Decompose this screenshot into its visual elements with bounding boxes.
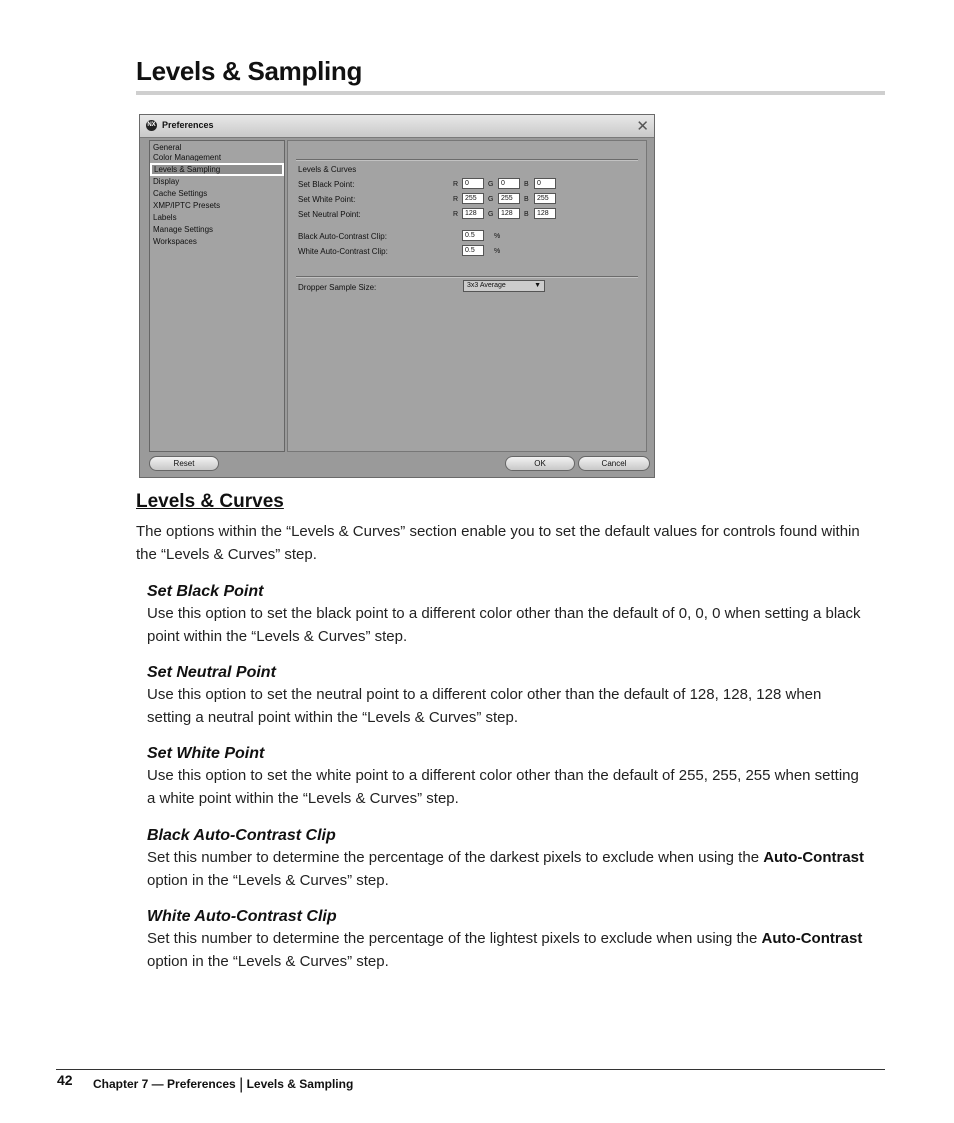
white-clip-label: White Auto-Contrast Clip: xyxy=(298,247,388,256)
neutral-point-b-field[interactable]: 128 xyxy=(534,208,556,219)
set-black-point-text: Use this option to set the black point to a different color other than the default of 0, 0, 0 when setting a black point within the “Levels & Curves” step. xyxy=(147,605,861,645)
reset-button[interactable]: Reset xyxy=(149,456,219,471)
sidebar-item-manage-settings[interactable]: Manage Settings xyxy=(153,225,214,234)
channel-b-label: B xyxy=(524,196,529,203)
set-white-point-text: Use this option to set the white point to a different color other than the default of 255, 255, 255 when setting a white point within the “Levels & Curves” step. xyxy=(147,767,859,807)
page-title: Levels & Sampling xyxy=(136,56,363,86)
white-clip-heading: White Auto-Contrast Clip xyxy=(147,908,337,925)
black-point-r-field[interactable]: 0 xyxy=(462,178,484,189)
title-rule xyxy=(136,91,885,95)
sidebar-item-display[interactable]: Display xyxy=(153,177,180,186)
channel-r-label: R xyxy=(453,181,459,188)
black-point-label: Set Black Point: xyxy=(298,180,355,189)
preferences-sidebar xyxy=(149,140,285,452)
white-point-label: Set White Point: xyxy=(298,195,356,204)
intro-paragraph: The options within the “Levels & Curves” section enable you to set the default values for controls found within the “Levels & Curves” step. xyxy=(136,523,860,563)
dropper-size-select[interactable] xyxy=(463,280,545,292)
section-divider xyxy=(296,276,638,278)
neutral-point-label: Set Neutral Point: xyxy=(298,210,361,219)
black-clip-label: Black Auto-Contrast Clip: xyxy=(298,232,387,241)
app-logo-icon: NX xyxy=(146,120,157,131)
dropper-size-value: 3x3 Average xyxy=(467,282,506,289)
neutral-point-r-field[interactable]: 128 xyxy=(462,208,484,219)
channel-r-label: R xyxy=(453,196,459,203)
close-icon[interactable]: ✕ xyxy=(636,118,649,135)
sidebar-item-workspaces[interactable]: Workspaces xyxy=(153,237,197,246)
sidebar-item-color-management[interactable]: Color Management xyxy=(153,153,222,161)
white-clip-field[interactable]: 0.5 xyxy=(462,245,484,256)
white-clip-text: Set this number to determine the percentage of the lightest pixels to exclude when using the Auto-Contrast option in the “Levels & Curves” step. xyxy=(147,930,863,970)
neutral-point-g-field[interactable]: 128 xyxy=(498,208,520,219)
white-point-g-field[interactable]: 255 xyxy=(498,193,520,204)
white-point-b-field[interactable]: 255 xyxy=(534,193,556,204)
dialog-title: Preferences xyxy=(162,120,214,130)
section-divider xyxy=(296,159,638,161)
black-clip-text: Set this number to determine the percentage of the darkest pixels to exclude when using the Auto-Contrast option in the “Levels & Curves” step. xyxy=(147,849,865,889)
dropdown-arrow-icon: ▼ xyxy=(534,282,541,289)
footer-running-head: Chapter 7 — Preferences | Levels & Sampling xyxy=(93,1076,354,1093)
cancel-button[interactable]: Cancel xyxy=(578,456,650,471)
black-point-b-field[interactable]: 0 xyxy=(534,178,556,189)
sidebar-item-levels-sampling[interactable]: Levels & Sampling xyxy=(150,163,284,176)
channel-g-label: G xyxy=(488,181,494,188)
footer-rule xyxy=(56,1069,885,1070)
preferences-dialog xyxy=(139,114,655,478)
dropper-size-label: Dropper Sample Size: xyxy=(298,283,377,292)
page-number: 42 xyxy=(57,1072,73,1088)
set-black-point-heading: Set Black Point xyxy=(147,583,264,600)
ok-button[interactable]: OK xyxy=(505,456,575,471)
sidebar-item-xmp-iptc-presets[interactable]: XMP/IPTC Presets xyxy=(153,201,221,210)
set-white-point-heading: Set White Point xyxy=(147,745,265,762)
white-clip-percent: % xyxy=(494,248,501,255)
dialog-titlebar xyxy=(140,115,654,138)
set-neutral-point-heading: Set Neutral Point xyxy=(147,664,276,681)
channel-b-label: B xyxy=(524,211,529,218)
sidebar-item-general[interactable]: General xyxy=(153,143,182,152)
channel-b-label: B xyxy=(524,181,529,188)
black-clip-heading: Black Auto-Contrast Clip xyxy=(147,827,336,844)
preferences-panel xyxy=(287,140,647,452)
black-clip-percent: % xyxy=(494,233,501,240)
channel-g-label: G xyxy=(488,196,494,203)
black-point-g-field[interactable]: 0 xyxy=(498,178,520,189)
channel-g-label: G xyxy=(488,211,494,218)
sidebar-item-cache-settings[interactable]: Cache Settings xyxy=(153,189,208,198)
channel-r-label: R xyxy=(453,211,459,218)
section-title: Levels & Curves xyxy=(298,165,357,174)
white-point-r-field[interactable]: 255 xyxy=(462,193,484,204)
set-neutral-point-text: Use this option to set the neutral point to a different color other than the default of 128, 128, 128 when setting a neutral point within the “Levels & Curves” step. xyxy=(147,686,822,726)
section-heading: Levels & Curves xyxy=(136,491,284,512)
sidebar-item-labels[interactable]: Labels xyxy=(153,213,177,222)
black-clip-field[interactable]: 0.5 xyxy=(462,230,484,241)
